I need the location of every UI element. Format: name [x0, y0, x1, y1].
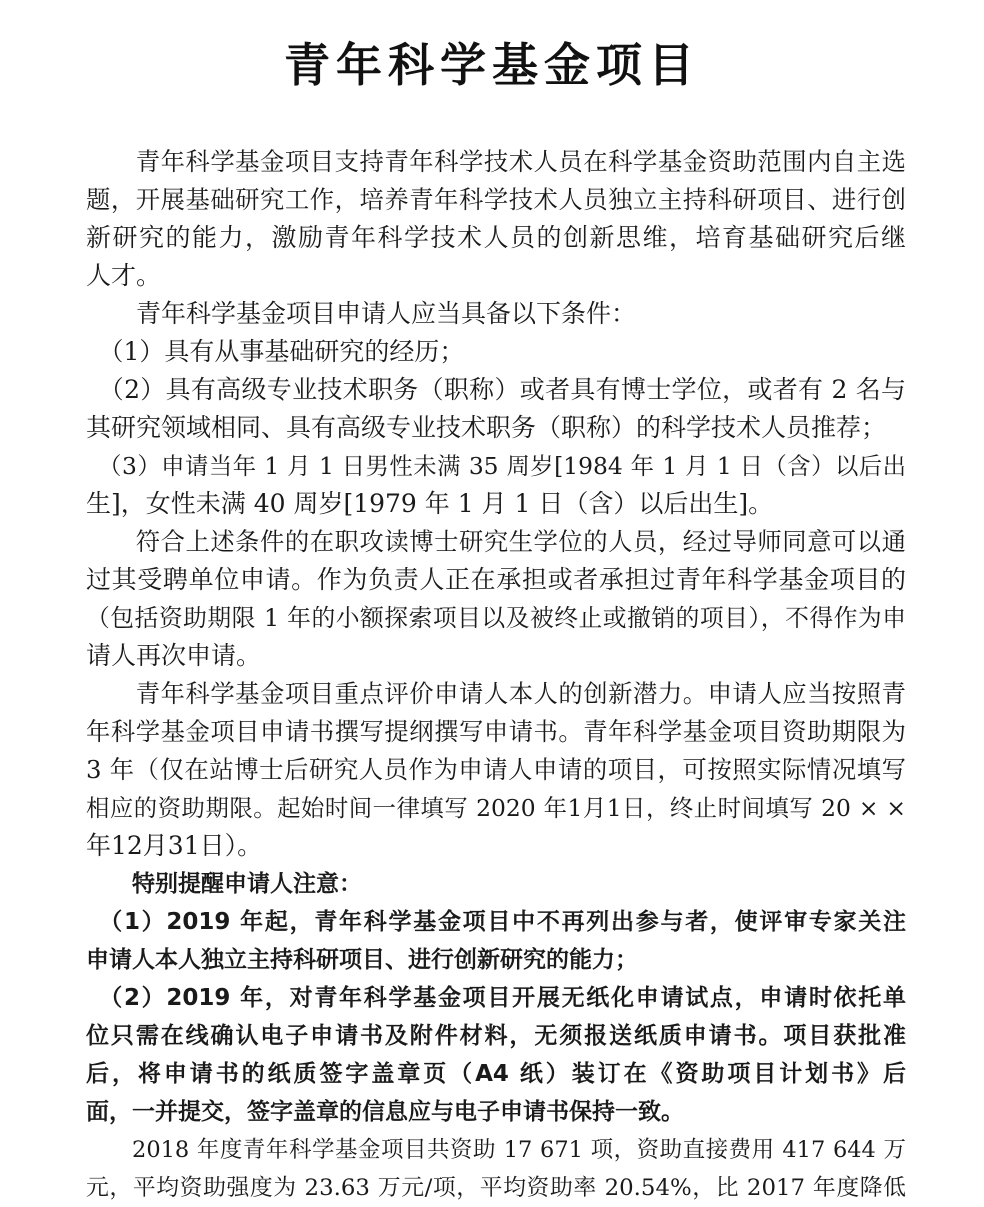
paragraph-line: 其研究领域相同、具有高级专业技术职务（职称）的科学技术人员推荐；	[86, 413, 887, 442]
notice-item: （2）2019 年，对青年科学基金项目开展无纸化申请试点，申请时依托单	[86, 985, 906, 1011]
list-item: （1）具有从事基础研究的经历；	[86, 337, 465, 366]
paragraph-line: 符合上述条件的在职攻读博士研究生学位的人员，经过导师同意可以通	[86, 527, 906, 556]
paragraph-line: 题，开展基础研究工作，培养青年科学技术人员独立主持科研项目、进行创	[86, 185, 906, 214]
paragraph-line: 2018 年度青年科学基金项目共资助 17 671 项，资助直接费用 417 644 万	[86, 1137, 906, 1163]
list-item: （2）具有高级专业技术职务（职称）或者具有博士学位，或者有 2 名与	[86, 375, 906, 404]
paragraph-line: 生]，女性未满 40 周岁[1979 年 1 月 1 日（含）以后出生]。	[86, 489, 774, 518]
paragraph-line: 元，平均资助强度为 23.63 万元/项，平均资助率 20.54%，比 2017 年度降低	[86, 1175, 906, 1201]
page-title: 青年科学基金项目	[284, 38, 700, 92]
paragraph-line: 年科学基金项目申请书撰写提纲撰写申请书。青年科学基金项目资助期限为	[86, 717, 906, 746]
notice-heading: 特别提醒申请人注意：	[86, 871, 362, 897]
paragraph-line: 青年科学基金项目支持青年科学技术人员在科学基金资助范围内自主选	[86, 147, 906, 176]
paragraph-line: 年12月31日）。	[86, 831, 263, 860]
paragraph-line: 3 年（仅在站博士后研究人员作为申请人申请的项目，可按照实际情况填写	[86, 755, 906, 784]
notice-item: 后，将申请书的纸质签字盖章页（A4 纸）装订在《资助项目计划书》后	[86, 1061, 906, 1087]
notice-item: 面，一并提交，签字盖章的信息应与电子申请书保持一致。	[86, 1099, 684, 1125]
paragraph-line: 青年科学基金项目申请人应当具备以下条件：	[86, 299, 637, 328]
notice-item: （1）2019 年起，青年科学基金项目中不再列出参与者，使评审专家关注	[86, 909, 906, 935]
paragraph-line: 新研究的能力，激励青年科学技术人员的创新思维，培育基础研究后继	[86, 223, 906, 252]
paragraph-line: （包括资助期限 1 年的小额探索项目以及被终止或撤销的项目），不得作为申	[86, 604, 906, 632]
paragraph-line: 请人再次申请。	[86, 641, 262, 670]
paragraph-line: 青年科学基金项目重点评价申请人本人的创新潜力。申请人应当按照青	[86, 679, 906, 708]
notice-item: 申请人本人独立主持科研项目、进行创新研究的能力；	[86, 947, 638, 973]
list-item: （3）申请当年 1 月 1 日男性未满 35 周岁[1984 年 1 月 1 日（含）以后出	[86, 452, 906, 480]
notice-item: 位只需在线确认电子申请书及附件材料，无须报送纸质申请书。项目获批准	[86, 1023, 906, 1049]
paragraph-line: 过其受聘单位申请。作为负责人正在承担或者承担过青年科学基金项目的	[86, 565, 906, 594]
paragraph-line: 人才。	[86, 261, 162, 290]
paragraph-line: 相应的资助期限。起始时间一律填写 2020 年1月1日，终止时间填写 20 × ×	[86, 794, 906, 822]
